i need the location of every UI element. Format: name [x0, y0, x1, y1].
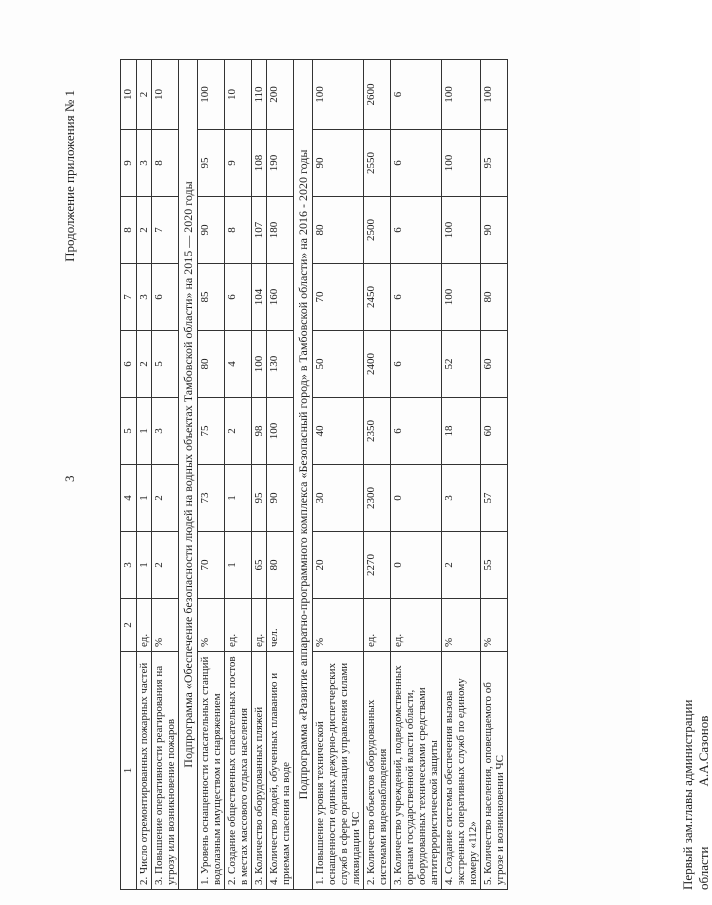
indicator-value: 3	[137, 264, 152, 331]
column-number: 6	[121, 331, 137, 398]
signature-block	[680, 700, 712, 890]
indicator-value: 6	[391, 60, 442, 130]
indicator-value: 100	[442, 197, 481, 264]
column-number: 10	[121, 60, 137, 130]
indicator-unit: %	[152, 599, 179, 652]
table-row	[137, 60, 152, 890]
indicator-value: 2	[137, 197, 152, 264]
column-number-row	[121, 60, 137, 890]
indicator-value: 1	[137, 532, 152, 599]
indicator-value: 8	[152, 130, 179, 197]
indicator-value: 6	[391, 264, 442, 331]
indicator-value: 130	[267, 331, 294, 398]
indicator-value: 70	[198, 532, 225, 599]
indicator-value: 6	[152, 264, 179, 331]
column-number: 1	[121, 652, 137, 890]
indicator-value: 57	[481, 465, 508, 532]
indicator-value: 7	[152, 197, 179, 264]
indicator-value: 50	[313, 331, 364, 398]
indicator-value: 55	[481, 532, 508, 599]
indicator-value: 5	[152, 331, 179, 398]
indicator-value: 6	[391, 398, 442, 465]
indicator-unit: ед.	[391, 599, 442, 652]
indicator-value: 20	[313, 532, 364, 599]
indicator-value: 100	[267, 398, 294, 465]
continuation-caption: Продолжение приложения № 1	[62, 90, 77, 262]
indicator-value: 10	[225, 60, 252, 130]
indicator-value: 65	[252, 532, 267, 599]
indicator-value: 6	[225, 264, 252, 331]
indicator-value: 108	[252, 130, 267, 197]
indicator-value: 6	[391, 331, 442, 398]
indicator-value: 2270	[364, 532, 391, 599]
indicator-name: 1. Уровень оснащенности спасательных станций водолазным имуществом и снаряжением	[198, 652, 225, 890]
indicator-name: 4. Создание системы обеспечения вызова экстренных оперативных служб по единому номеру «112»	[442, 652, 481, 890]
indicator-unit: %	[481, 599, 508, 652]
indicator-value: 6	[391, 130, 442, 197]
indicator-value: 95	[252, 465, 267, 532]
indicator-unit: ед.	[364, 599, 391, 652]
subprogram-row	[179, 60, 198, 890]
table-row	[198, 60, 225, 890]
column-number: 4	[121, 465, 137, 532]
indicator-value: 9	[225, 130, 252, 197]
signature-name: А.А.Сазонов	[696, 715, 711, 787]
indicator-value: 40	[313, 398, 364, 465]
indicator-value: 1	[137, 398, 152, 465]
subprogram-row	[294, 60, 313, 890]
indicator-value: 0	[391, 465, 442, 532]
indicator-value: 1	[225, 532, 252, 599]
indicator-value: 4	[225, 331, 252, 398]
indicator-value: 2	[152, 532, 179, 599]
table-row	[252, 60, 267, 890]
indicator-value: 2600	[364, 60, 391, 130]
indicator-value: 2300	[364, 465, 391, 532]
rotated-content	[62, 60, 711, 890]
column-number: 9	[121, 130, 137, 197]
indicator-name: 2. Количество объектов оборудованных системами видеонаблюдения	[364, 652, 391, 890]
indicator-value: 95	[481, 130, 508, 197]
indicator-value: 95	[198, 130, 225, 197]
indicator-value: 80	[481, 264, 508, 331]
indicator-value: 80	[313, 197, 364, 264]
indicator-value: 0	[391, 532, 442, 599]
indicator-value: 104	[252, 264, 267, 331]
subprogram-title: Подпрограмма «Обеспечение безопасности людей на водных объектах Тамбовской области» на 2015 — 2020 годы	[179, 60, 198, 890]
indicator-name: 3. Количество оборудованных пляжей	[252, 652, 267, 890]
indicator-value: 6	[391, 197, 442, 264]
indicator-value: 52	[442, 331, 481, 398]
subprogram-title: Подпрограмма «Развитие аппаратно-программного комплекса «Безопасный город» в Тамбовской области» на 2016 - 2020 годы	[294, 60, 313, 890]
indicator-name: 4. Количество людей, обученных плаванию и приемам спасения на воде	[267, 652, 294, 890]
indicator-value: 110	[252, 60, 267, 130]
table-row	[364, 60, 391, 890]
indicator-value: 100	[442, 130, 481, 197]
indicator-value: 100	[442, 264, 481, 331]
indicator-value: 80	[198, 331, 225, 398]
column-number: 5	[121, 398, 137, 465]
indicator-value: 100	[198, 60, 225, 130]
table-row	[442, 60, 481, 890]
indicator-value: 100	[481, 60, 508, 130]
indicator-value: 90	[313, 130, 364, 197]
indicator-value: 3	[442, 465, 481, 532]
indicator-unit: ед.	[137, 599, 152, 652]
indicator-value: 60	[481, 331, 508, 398]
indicator-value: 1	[225, 465, 252, 532]
indicator-value: 3	[152, 398, 179, 465]
indicator-unit: чел.	[267, 599, 294, 652]
indicators-table	[120, 59, 508, 890]
column-number: 3	[121, 532, 137, 599]
indicator-value: 2500	[364, 197, 391, 264]
indicator-value: 70	[313, 264, 364, 331]
indicator-name: 1. Повышение уровня технической оснащенности единых дежурно-диспетчерских служб в сфере организации управления силами ликвидации ЧС	[313, 652, 364, 890]
indicator-unit: ед.	[252, 599, 267, 652]
indicator-value: 107	[252, 197, 267, 264]
indicator-value: 2400	[364, 331, 391, 398]
table-row	[391, 60, 442, 890]
indicator-value: 73	[198, 465, 225, 532]
indicator-unit: %	[442, 599, 481, 652]
indicator-value: 8	[225, 197, 252, 264]
indicator-value: 75	[198, 398, 225, 465]
table-row	[267, 60, 294, 890]
indicator-name: 5. Количество населения, оповещаемого об угрозе и возникновении ЧС	[481, 652, 508, 890]
indicator-value: 2	[137, 331, 152, 398]
indicator-name: 2. Создание общественных спасательных постов в местах массового отдыха населения	[225, 652, 252, 890]
indicator-value: 2550	[364, 130, 391, 197]
page-number: 3	[62, 475, 77, 482]
indicator-value: 85	[198, 264, 225, 331]
table-row	[152, 60, 179, 890]
indicator-value: 90	[198, 197, 225, 264]
indicator-value: 180	[267, 197, 294, 264]
indicator-value: 18	[442, 398, 481, 465]
indicator-value: 2	[152, 465, 179, 532]
table-row	[313, 60, 364, 890]
indicator-value: 60	[481, 398, 508, 465]
column-number: 8	[121, 197, 137, 264]
indicator-name: 3. Количество учреждений, подведомственных органам государственной власти области, оборудованных техническими средствами антитеррористической защиты	[391, 652, 442, 890]
indicator-value: 2450	[364, 264, 391, 331]
indicator-value: 90	[267, 465, 294, 532]
indicator-value: 2	[137, 60, 152, 130]
indicator-value: 80	[267, 532, 294, 599]
indicator-unit: ед.	[225, 599, 252, 652]
indicator-value: 98	[252, 398, 267, 465]
indicator-value: 1	[137, 465, 152, 532]
column-number: 2	[121, 599, 137, 652]
indicator-unit: %	[313, 599, 364, 652]
indicator-value: 2	[225, 398, 252, 465]
indicator-value: 2	[442, 532, 481, 599]
indicator-value: 3	[137, 130, 152, 197]
indicator-value: 90	[481, 197, 508, 264]
signature-title: Первый зам.главы администрации	[680, 699, 695, 890]
indicator-unit: %	[198, 599, 225, 652]
indicator-value: 200	[267, 60, 294, 130]
indicator-value: 10	[152, 60, 179, 130]
indicator-value: 2350	[364, 398, 391, 465]
column-number: 7	[121, 264, 137, 331]
indicator-value: 190	[267, 130, 294, 197]
table-row	[481, 60, 508, 890]
signature-region: области	[696, 846, 711, 890]
indicator-name: 2. Число отремонтированных пожарных частей	[137, 652, 152, 890]
indicator-value: 30	[313, 465, 364, 532]
indicator-value: 100	[313, 60, 364, 130]
indicator-value: 100	[442, 60, 481, 130]
indicator-name: 3. Повышение оперативности реагирования на угрозу или возникновение пожаров	[152, 652, 179, 890]
indicator-value: 160	[267, 264, 294, 331]
table-row	[225, 60, 252, 890]
indicator-value: 100	[252, 331, 267, 398]
